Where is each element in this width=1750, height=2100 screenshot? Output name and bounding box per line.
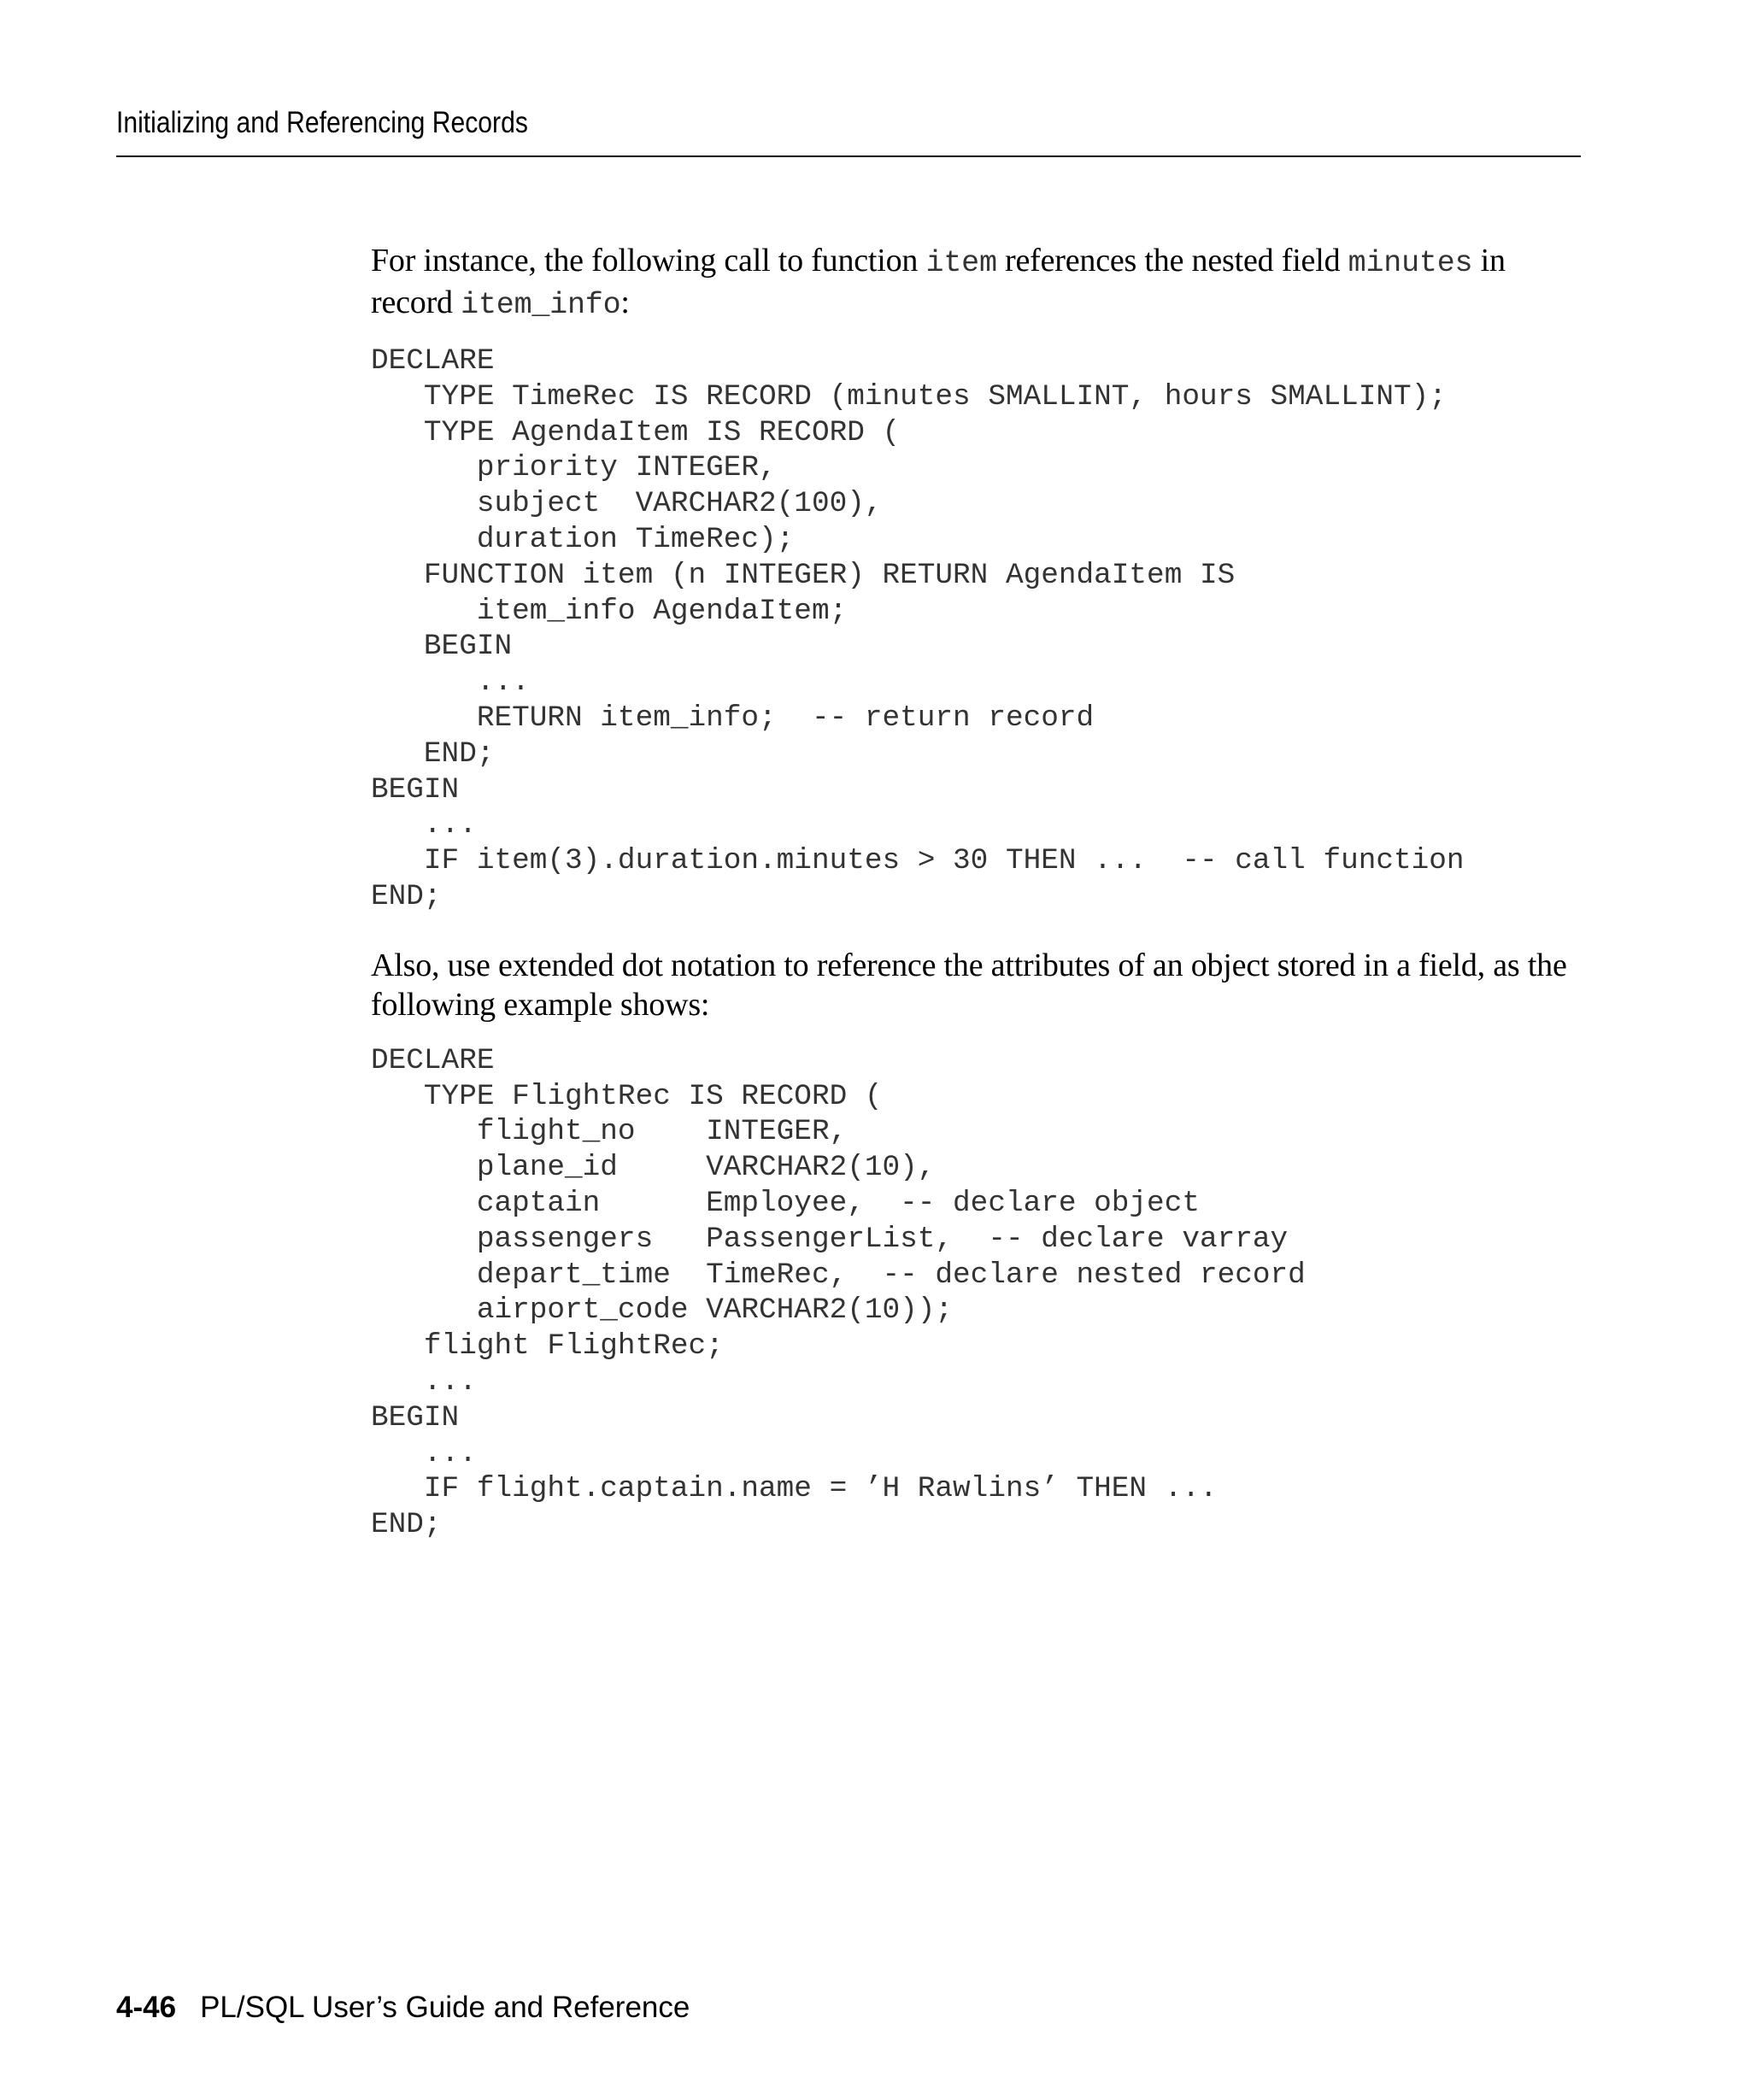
- running-header: Initializing and Referencing Records: [116, 106, 528, 139]
- para-text: For instance, the following call to function: [371, 243, 926, 279]
- para-text: references the nested field: [996, 243, 1348, 279]
- page-number: 4-46: [116, 1991, 177, 2024]
- code-example-object-attribute: DECLARE TYPE FlightRec IS RECORD ( flight_no INTEGER, plane_id VARCHAR2(10), captain Employee, -- declare object passengers PassengerList, -- declare varray depart_time TimeRec, -- declare nested record airport_code VARCHAR2(10)); flight FlightRec; ... BEGIN ... IF flight.captain.name = ’H Rawlins’ THEN ... END;: [371, 1043, 1306, 1542]
- code-example-nested-field: DECLARE TYPE TimeRec IS RECORD (minutes SMALLINT, hours SMALLINT); TYPE AgendaItem IS RECORD ( priority INTEGER, subject VARCHAR2(100), duration TimeRec); FUNCTION item (n INTEGER) RETURN AgendaItem IS item_info AgendaItem; BEGIN ... RETURN item_info; -- return record END; BEGIN ... IF item(3).duration.minutes > 30 THEN ... -- call function END;: [371, 344, 1465, 913]
- inline-code-minutes: minutes: [1348, 246, 1473, 280]
- para-text: in record: [371, 243, 1506, 320]
- header-rule: [116, 155, 1581, 157]
- intro-paragraph: [371, 241, 1584, 325]
- inline-code-item: item: [925, 246, 997, 280]
- page-body: [371, 241, 1584, 1543]
- inline-code-item-info: item_info: [461, 288, 621, 322]
- para-text: :: [620, 284, 630, 320]
- dot-notation-paragraph: Also, use extended dot notation to reference the attributes of an object stored in a field, as the following example shows:: [371, 947, 1567, 1023]
- book-title: PL/SQL User’s Guide and Reference: [200, 1991, 690, 2024]
- page-footer: [116, 1991, 690, 2025]
